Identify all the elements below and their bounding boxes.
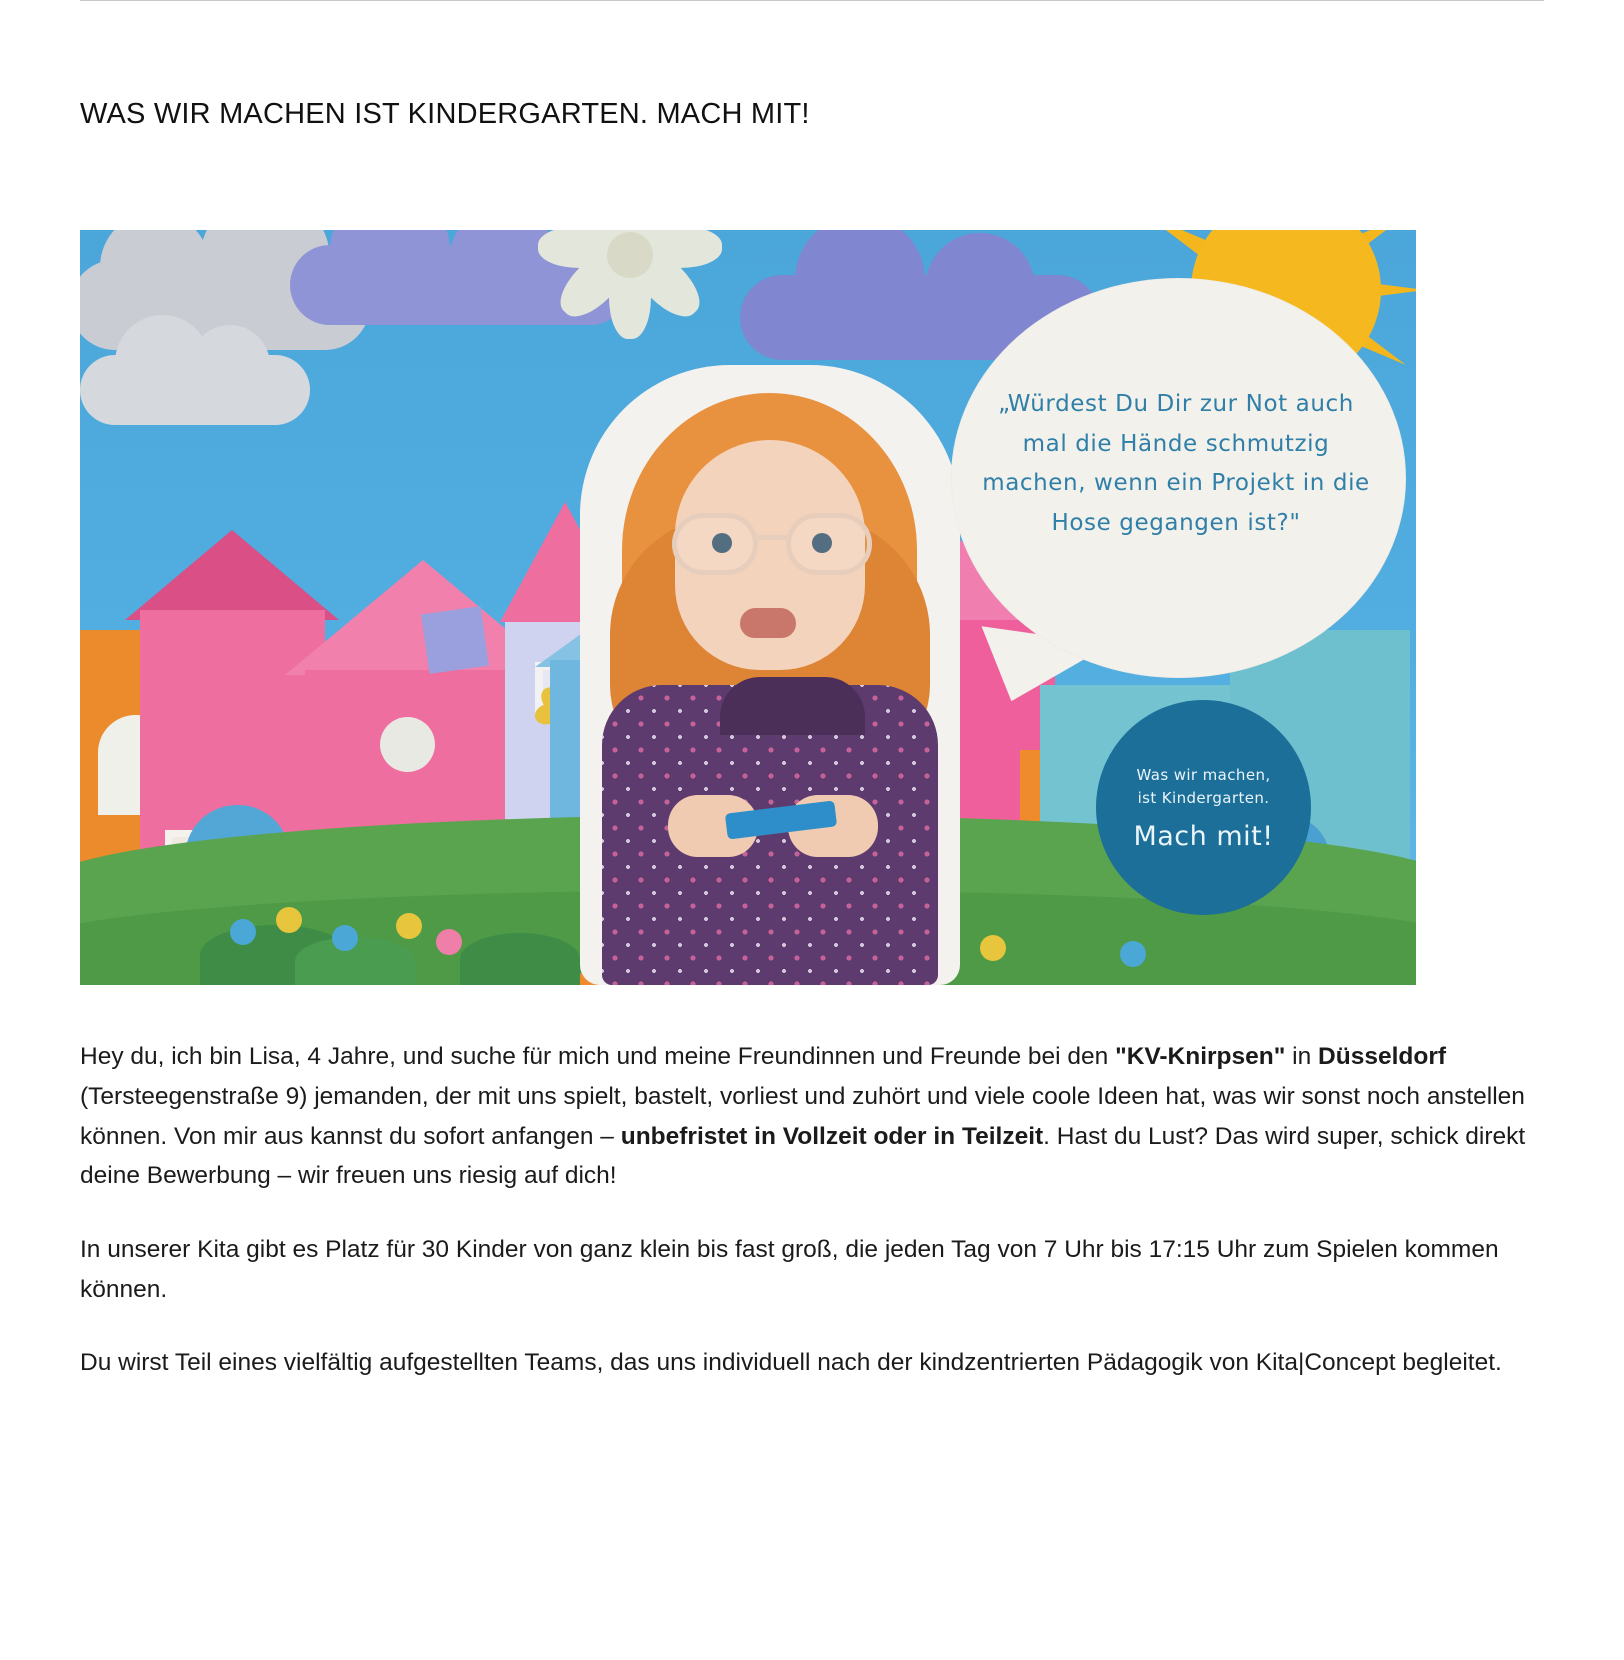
campaign-badge xyxy=(1096,700,1311,915)
emphasis-text: Düsseldorf xyxy=(1318,1043,1447,1071)
girl-photo-cutout xyxy=(580,365,960,985)
content-column xyxy=(0,96,1624,1383)
emphasis-text: "KV-Knirpsen" xyxy=(1115,1043,1286,1071)
top-divider xyxy=(80,0,1544,1)
badge-line-2: ist Kindergarten. xyxy=(1137,789,1270,808)
bush-3 xyxy=(460,933,580,985)
cloud-grey-small-icon xyxy=(80,355,310,425)
plain-text: in xyxy=(1285,1043,1319,1071)
job-description-text xyxy=(80,1037,1544,1383)
daisy-flower-icon xyxy=(535,230,725,350)
girl-hands xyxy=(668,795,878,865)
paragraph-intro xyxy=(80,1037,1544,1196)
hero-image xyxy=(80,230,1416,985)
rect-lavender xyxy=(421,606,489,674)
speech-bubble-text: „Würdest Du Dir zur Not auch mal die Hände schmutzig machen, wenn ein Projekt in die Hose gegangen ist?" xyxy=(982,391,1370,536)
plain-text: . Hast du Lust? Das wird super, schick direkt deine Bewerbung – wir freuen uns riesig auf dich! xyxy=(80,1122,1526,1190)
plain-text: In unserer Kita gibt es Platz für 30 Kinder von ganz klein bis fast groß, die jeden Tag von 7 Uhr bis 17:15 Uhr zum Spielen kommen können. xyxy=(80,1236,1499,1303)
plain-text: Hey du, ich bin Lisa, 4 Jahre, und suche für mich und meine Freundinnen und Freunde bei den xyxy=(80,1043,1116,1071)
page-title: WAS WIR MACHEN IST KINDERGARTEN. MACH MIT! xyxy=(80,98,810,130)
badge-line-1: Was wir machen, xyxy=(1136,766,1271,784)
badge-cta: Mach mit! xyxy=(1133,820,1274,852)
glasses-icon xyxy=(672,513,872,575)
plain-text: Du wirst Teil eines vielfältig aufgestellten Teams, das uns individuell nach der kindzentrierten Pädagogik von Kita|Concept begleitet. xyxy=(80,1349,1502,1377)
girl-mouth xyxy=(740,608,796,638)
paragraph-kita-info xyxy=(80,1230,1544,1309)
round-window xyxy=(380,717,435,772)
emphasis-text: unbefristet in Vollzeit oder in Teilzeit xyxy=(620,1122,1044,1150)
plain-text: (Tersteegenstraße 9) jemanden, der mit uns spielt, bastelt, vorliest und zuhört und viele coole Ideen hat, was wir sonst noch anstellen können. Von mir aus kannst du sofort anfangen – xyxy=(80,1082,1525,1150)
paragraph-team-info xyxy=(80,1343,1544,1383)
